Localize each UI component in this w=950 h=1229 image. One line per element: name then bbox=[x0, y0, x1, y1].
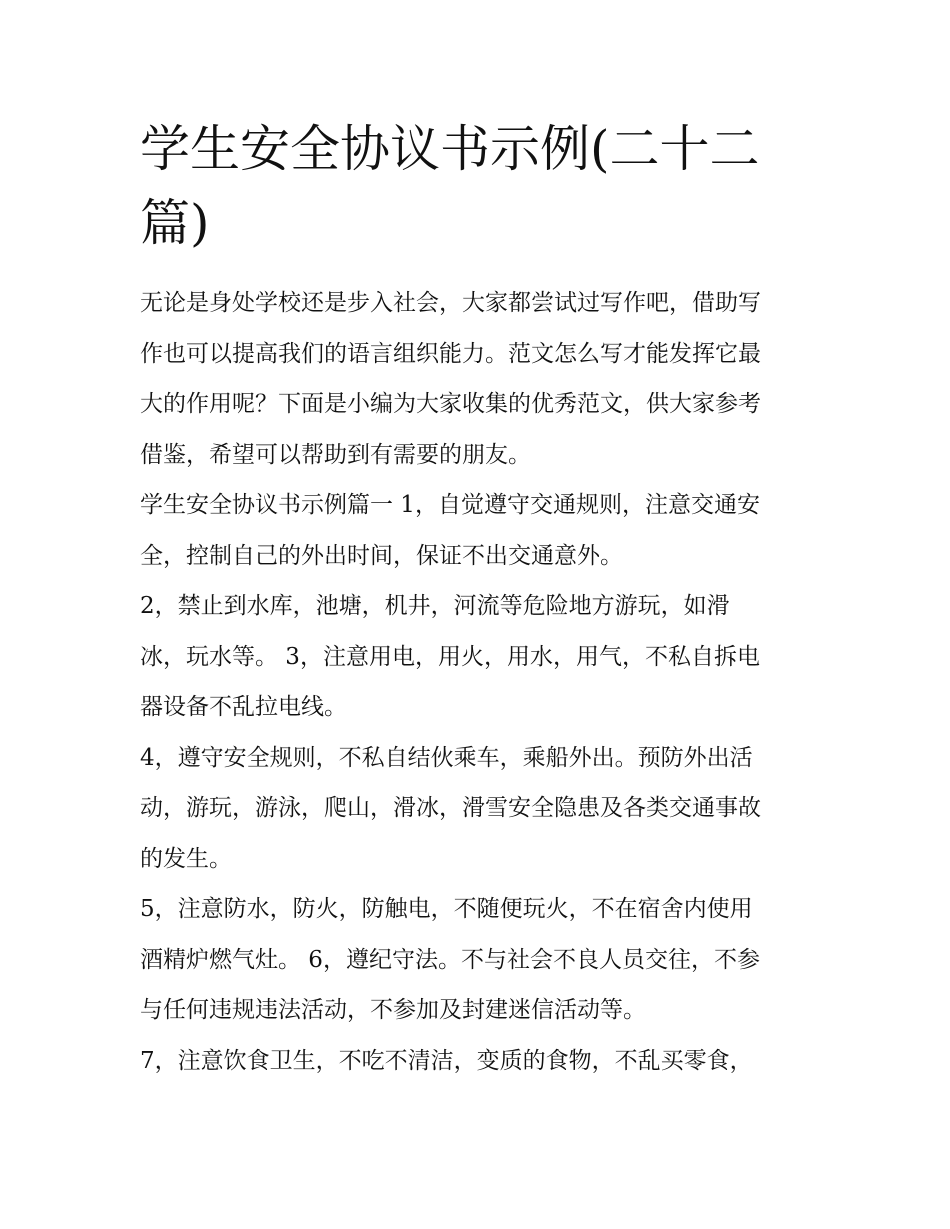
text-line: 借鉴，希望可以帮助到有需要的朋友。 bbox=[140, 441, 531, 468]
paragraph-item-7 bbox=[140, 1036, 830, 1087]
title-line: 篇) bbox=[140, 194, 210, 252]
text-line: 4，遵守安全规则，不私自结伙乘车，乘船外出。预防外出活 bbox=[140, 744, 753, 771]
text-line: 冰，玩水等。 3，注意用电，用火，用水，用气，不私自拆电 bbox=[140, 643, 760, 670]
text-line: 全，控制自己的外出时间，保证不出交通意外。 bbox=[140, 542, 623, 569]
text-line: 作也可以提高我们的语言组织能力。范文怎么写才能发挥它最 bbox=[140, 340, 761, 367]
text-line: 的发生。 bbox=[140, 845, 232, 872]
paragraph-item-1 bbox=[140, 480, 830, 581]
text-line: 无论是身处学校还是步入社会，大家都尝试过写作吧，借助写 bbox=[140, 290, 761, 316]
page-title bbox=[140, 112, 820, 260]
intro-paragraph bbox=[140, 278, 830, 480]
text-line: 酒精炉燃气灶。 6，遵纪守法。不与社会不良人员交往，不参 bbox=[140, 946, 760, 973]
text-line: 大的作用呢？下面是小编为大家收集的优秀范文，供大家参考 bbox=[140, 391, 761, 417]
paragraph-item-4 bbox=[140, 733, 830, 885]
text-line: 5，注意防水，防火，防触电，不随便玩火，不在宿舍内使用 bbox=[140, 896, 753, 922]
text-line: 动，游玩，游泳，爬山，滑冰，滑雪安全隐患及各类交通事故 bbox=[140, 795, 761, 821]
text-line: 与任何违规违法活动，不参加及封建迷信活动等。 bbox=[140, 997, 646, 1023]
text-line: 器设备不乱拉电线。 bbox=[140, 694, 347, 720]
text-line: 学生安全协议书示例篇一 1，自觉遵守交通规则，注意交通安 bbox=[140, 492, 760, 518]
title-line: 学生安全协议书示例(二十二 bbox=[140, 120, 760, 178]
document-body bbox=[140, 278, 830, 1086]
text-line: 2，禁止到水库，池塘，机井，河流等危险地方游玩，如滑 bbox=[140, 593, 730, 619]
paragraph-items-2-3 bbox=[140, 581, 830, 733]
text-line: 7，注意饮食卫生，不吃不清洁，变质的食物，不乱买零食， bbox=[140, 1047, 753, 1074]
paragraph-items-5-6 bbox=[140, 884, 830, 1036]
